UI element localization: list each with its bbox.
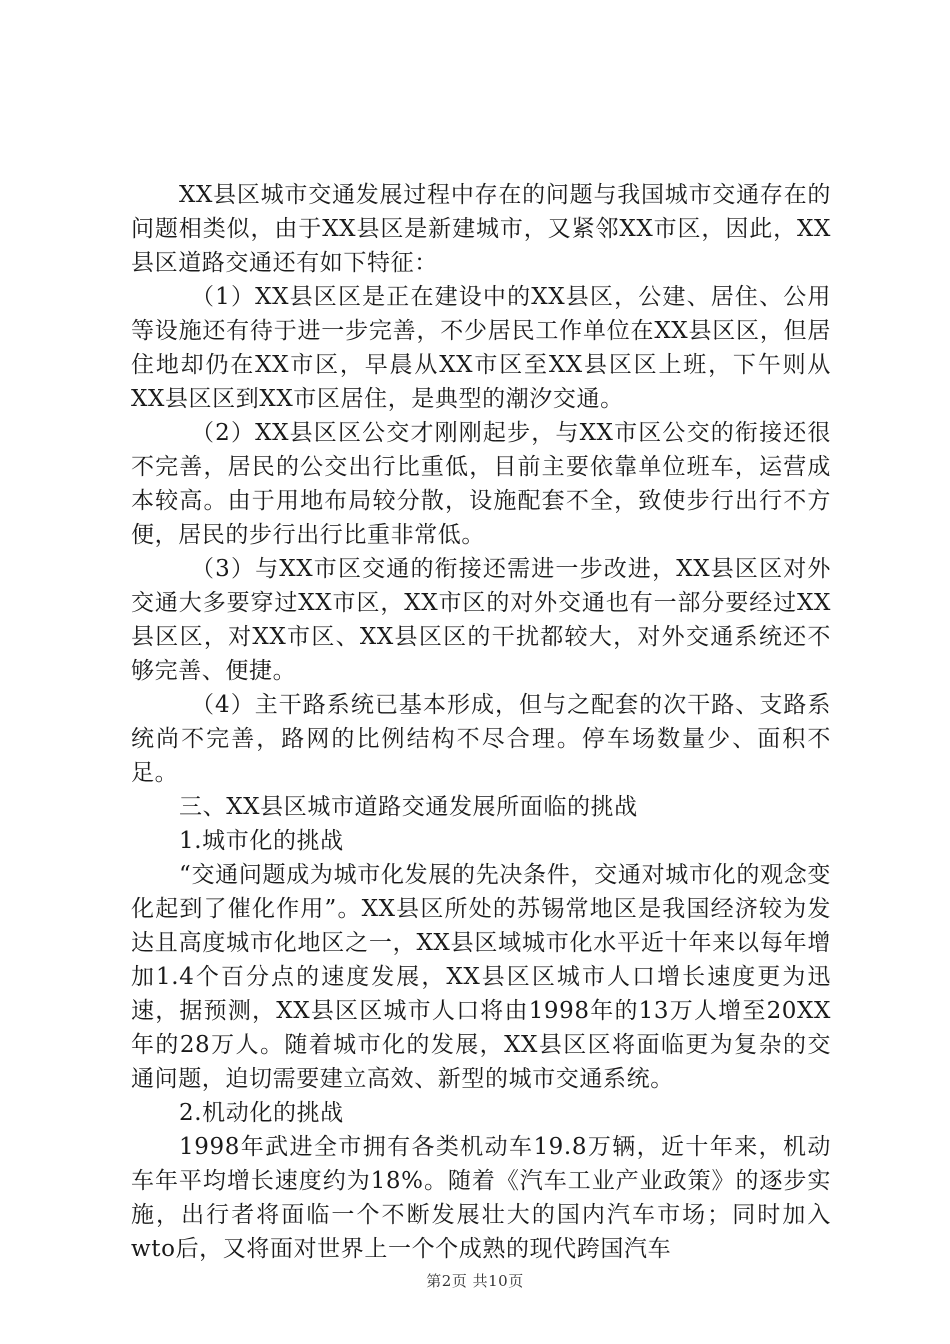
subheading-urbanization: 1.城市化的挑战	[179, 828, 344, 854]
feature-item-3: （3）与XX市区交通的衔接还需进一步改进，XX县区区对外交通大多要穿过XX市区，XX市区的对外交通也有一部分要经过XX县区区，对XX市区、XX县区区的干扰都较大，对外交通系统还不够完善、便捷。	[131, 556, 831, 684]
feature-item-4: （4）主干路系统已基本形成，但与之配套的次干路、支路系统尚不完善，路网的比例结构不尽合理。停车场数量少、面积不足。	[131, 692, 831, 786]
feature-item-2: （2）XX县区区公交才刚刚起步，与XX市区公交的衔接还很不完善，居民的公交出行比重低，目前主要依靠单位班车，运营成本较高。由于用地布局较分散，设施配套不全，致使步行出行不方便，居民的步行出行比重非常低。	[131, 420, 831, 548]
section-heading-challenges: 三、XX县区城市道路交通发展所面临的挑战	[179, 794, 638, 820]
urbanization-paragraph: “交通问题成为城市化发展的先决条件，交通对城市化的观念变化起到了催化作用”。XX县区所处的苏锡常地区是我国经济较为发达且高度城市化地区之一，XX县区域城市化水平近十年来以每年增加1.4个百分点的速度发展，XX县区区城市人口增长速度更为迅速，据预测，XX县区区城市人口将由1998年的13万人增至20XX年的28万人。随着城市化的发展，XX县区区将面临更为复杂的交通问题，迫切需要建立高效、新型的城市交通系统。	[131, 862, 831, 1092]
subheading-motorization: 2.机动化的挑战	[179, 1100, 344, 1126]
motorization-paragraph: 1998年武进全市拥有各类机动车19.8万辆，近十年来，机动车年平均增长速度约为18%。随着《汽车工业产业政策》的逐步实施，出行者将面临一个不断发展壮大的国内汽车市场；同时加入wto后，又将面对世界上一个个成熟的现代跨国汽车	[131, 1134, 831, 1262]
feature-item-1: （1）XX县区区是正在建设中的XX县区，公建、居住、公用等设施还有待于进一步完善，不少居民工作单位在XX县区区，但居住地却仍在XX市区，早晨从XX市区至XX县区区上班，下午则从XX县区区到XX市区居住，是典型的潮汐交通。	[131, 284, 831, 412]
document-body	[131, 178, 831, 1266]
intro-paragraph: XX县区城市交通发展过程中存在的问题与我国城市交通存在的问题相类似，由于XX县区是新建城市，又紧邻XX市区，因此，XX县区道路交通还有如下特征：	[131, 182, 831, 276]
page-footer: 第2页 共10页	[426, 1272, 524, 1290]
